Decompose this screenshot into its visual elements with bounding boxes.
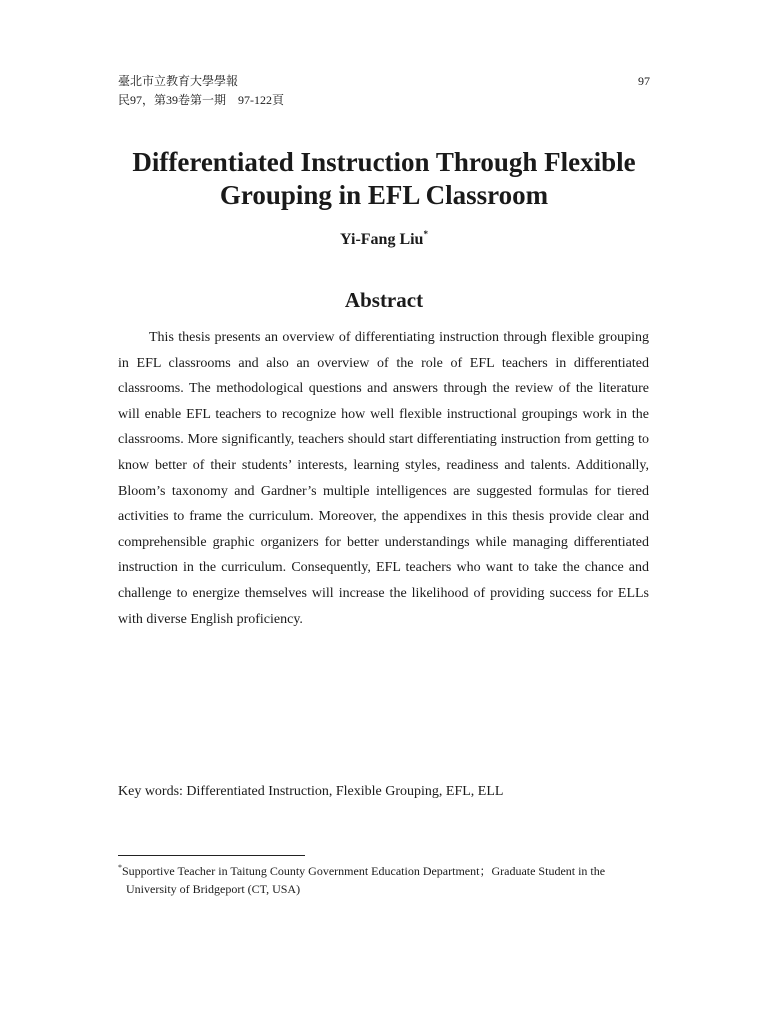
author-line (118, 231, 650, 249)
abstract-heading: Abstract (344, 288, 424, 312)
journal-name: 臺北市立教育大學學報 (118, 74, 239, 88)
footnote-text-2: University of Bridgeport (CT, USA) (126, 882, 301, 896)
running-header (118, 72, 650, 110)
keywords: Key words: Differentiated Instruction, Flexible Grouping, EFL, ELL (118, 784, 504, 799)
abstract-body: This thesis presents an overview of differentiating instruction through flexible grouping in EFL classrooms and also an overview of the role of EFL teachers in differentiated classrooms. The methodological questions and answers through the review of the literature will enable EFL teachers to recognize how well flexible instructional groupings work in the classrooms. More significantly, teachers should start differentiating instruction from getting to know better of their students’ interests, learning styles, readiness and talents. Additionally, Bloom’s taxonomy and Gardner’s multiple intelligences are suggested formulas for tiered activities to frame the curriculum. Moreover, the appendixes in this thesis provide clear and comprehensible graphic organizers for better understandings while managing differentiated instruction in the curriculum. Consequently, EFL teachers who want to take the chance and challenge to energize themselves will increase the likelihood of providing success for ELLs with diverse English proficiency. (118, 330, 649, 627)
footnote-line-1 (118, 862, 650, 880)
author-name: Yi-Fang Liu (340, 231, 424, 248)
volume-info: 民97，第39卷第一期 97-122頁 (118, 93, 284, 107)
author-footnote-marker: * (423, 229, 428, 239)
footnote-marker: * (118, 863, 122, 872)
page-number: 97 (638, 74, 650, 88)
footnote-divider (118, 855, 305, 856)
footnote (118, 862, 650, 898)
footnote-text-1: Supportive Teacher in Taitung County Government Education Department；Graduate Student in the (122, 864, 606, 878)
paper-title: Differentiated Instruction Through Flexible Grouping in EFL Classroom (132, 147, 636, 210)
